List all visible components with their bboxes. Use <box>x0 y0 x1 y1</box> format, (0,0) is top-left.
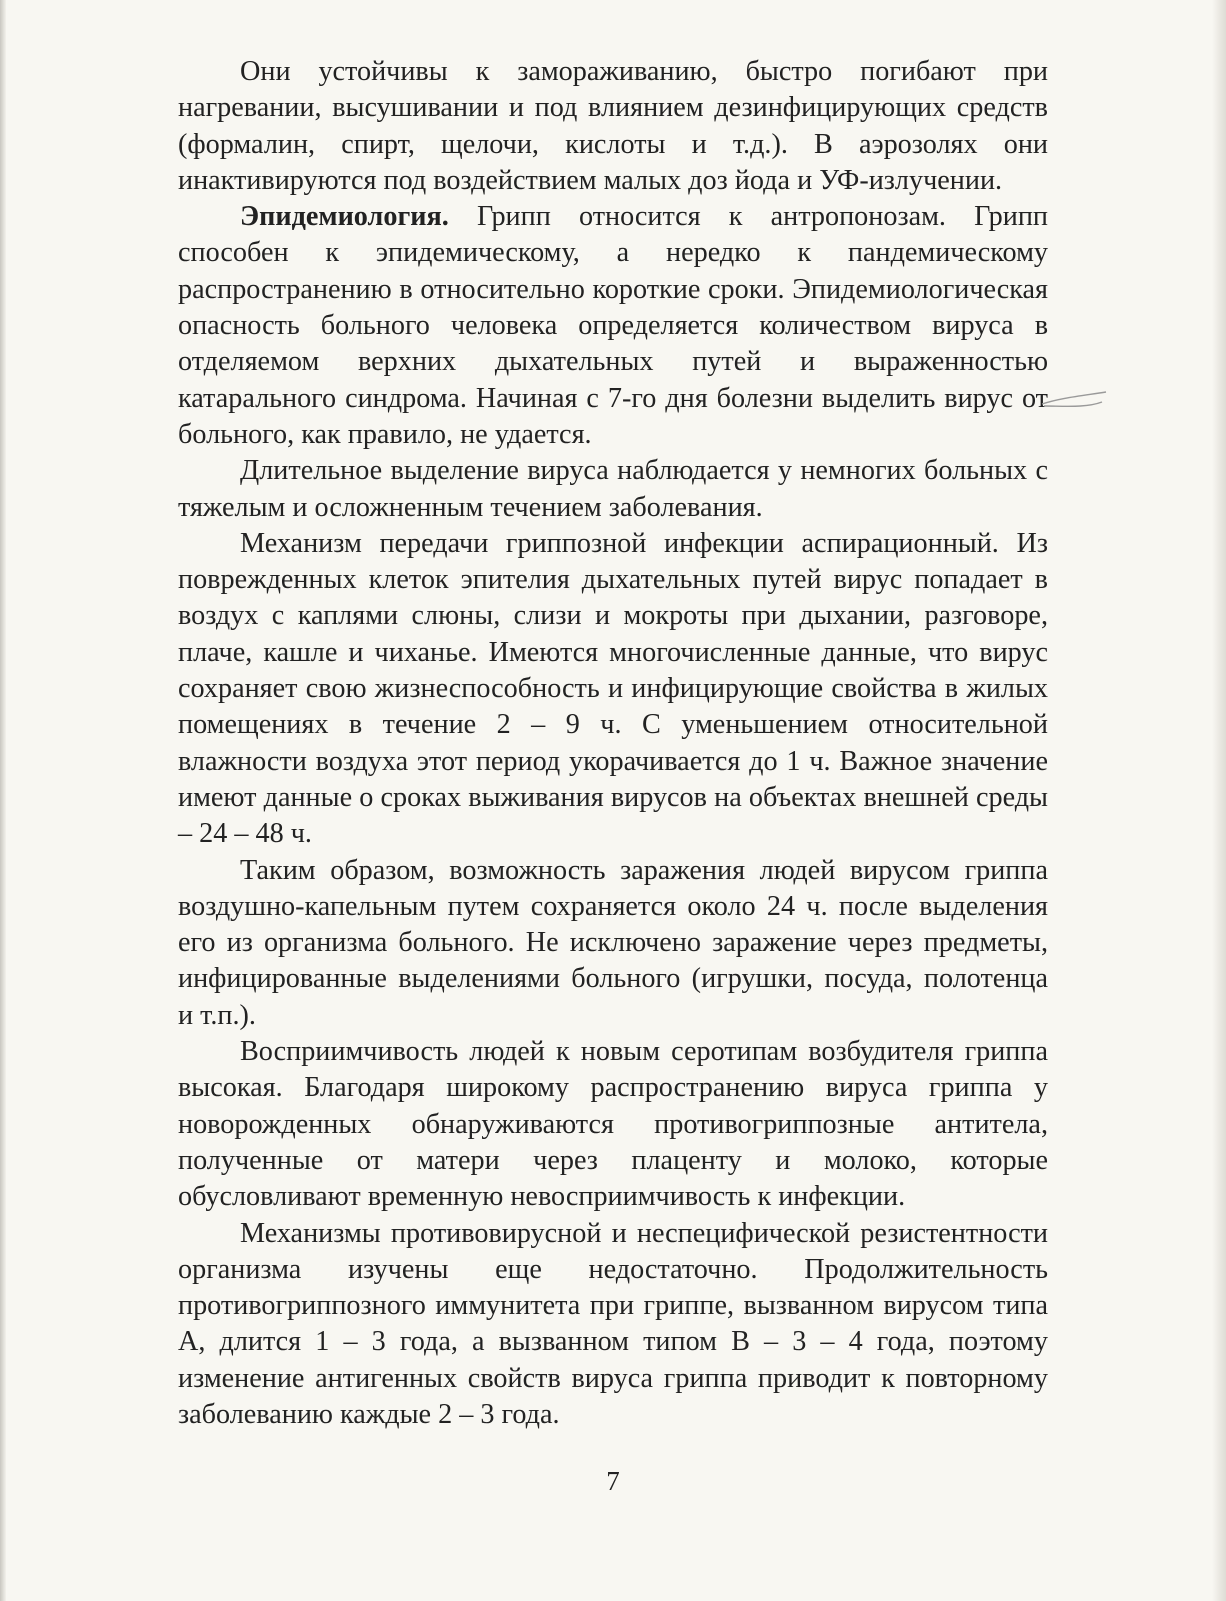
page-number: 7 <box>606 1466 620 1496</box>
paragraph: Они устойчивы к замораживанию, быстро погибают при нагревании, высушивании и под влиянием дезинфицирующих средств (формалин, спирт, щелочи, кислоты и т.д.). В аэрозолях они инактивируются под воздействием малых доз йода и УФ-излучении. <box>178 56 1048 196</box>
paragraph-text: Грипп относится к антропонозам. Грипп способен к эпидемическому, а нередко к пандемическому распространению в относительно короткие сроки. Эпидемиологическая опасность больного человека определяется количеством вируса в отделяемом верхних дыхательных путей и выраженностью катарального синдрома. Начиная с 7-го дня болезни выделить вирус от больного, как правило, не удается. <box>178 201 1048 450</box>
paragraph: Восприимчивость людей к новым серотипам возбудителя гриппа высокая. Благодаря широкому распространению вируса гриппа у новорожденных обнаруживаются противогриппозные антитела, полученные от матери через плаценту и молоко, которые обусловливают временную невосприимчивость к инфекции. <box>178 1036 1048 1213</box>
paragraph <box>178 199 1048 453</box>
paragraph: Таким образом, возможность заражения людей вирусом гриппа воздушно-капельным путем сохраняется около 24 ч. после выделения его из организма больного. Не исключено заражение через предметы, инфицированные выделениями больного (игрушки, посуда, полотенца и т.п.). <box>178 854 1048 1031</box>
page-left-edge <box>0 0 6 1601</box>
page-right-edge <box>1212 0 1226 1601</box>
paragraph: Длительное выделение вируса наблюдается у немногих больных с тяжелым и осложненным течением заболевания. <box>178 455 1048 523</box>
body-text <box>178 54 1048 1433</box>
pencil-mark-icon <box>1040 384 1110 414</box>
paragraph: Механизм передачи гриппозной инфекции аспирационный. Из поврежденных клеток эпителия дыхательных путей вирус попадает в воздух с каплями слюны, слизи и мокроты при дыхании, разговоре, плаче, кашле и чиханье. Имеются многочисленные данные, что вирус сохраняет свою жизнеспособность и инфицирующие свойства в жилых помещениях в течение 2 – 9 ч. С уменьшением относительной влажности воздуха этот период укорачивается до 1 ч. Важное значение имеют данные о сроках выживания вирусов на объектах внешней среды – 24 – 48 ч. <box>178 527 1048 850</box>
section-heading: Эпидемиология. <box>240 201 449 233</box>
paragraph: Механизмы противовирусной и неспецифической резистентности организма изучены еще недостаточно. Продолжительность противогриппозного иммунитета при гриппе, вызванном вирусом типа А, длится 1 – 3 года, а вызванном типом В – 3 – 4 года, поэтому изменение антигенных свойств вируса гриппа приводит к повторному заболеванию каждые 2 – 3 года. <box>178 1217 1048 1430</box>
